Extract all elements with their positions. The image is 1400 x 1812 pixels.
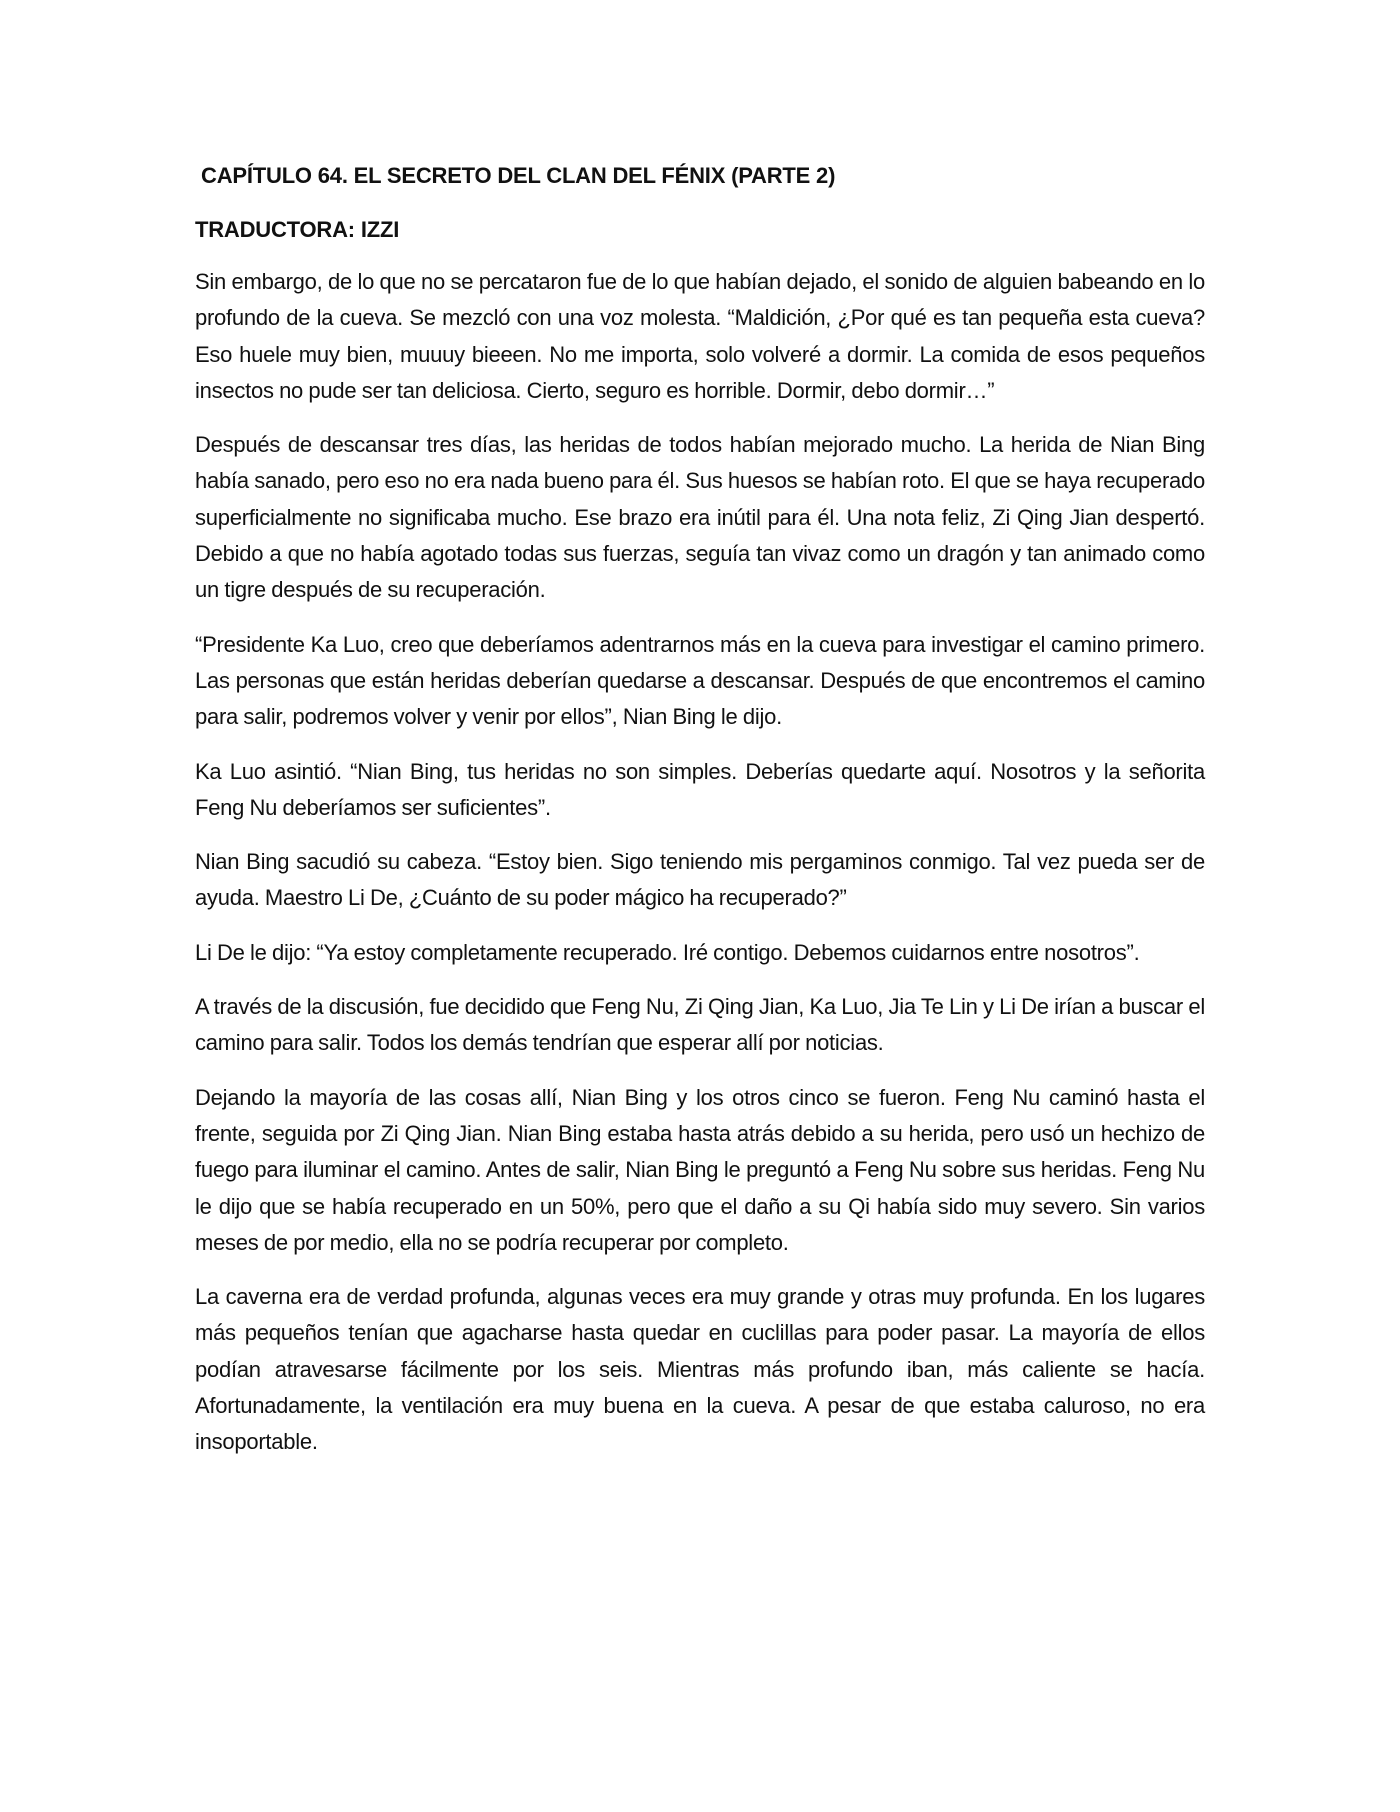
chapter-title: CAPÍTULO 64. EL SECRETO DEL CLAN DEL FÉNIX (PARTE 2) [201, 163, 836, 188]
document-page [195, 160, 1205, 1479]
paragraph-2: Después de descansar tres días, las heridas de todos habían mejorado mucho. La herida de Nian Bing había sanado, pero eso no era nada bueno para él. Sus huesos se habían roto. El que se haya recuperado superficialmente no significaba mucho. Ese brazo era inútil para él. Una nota feliz, Zi Qing Jian despertó. Debido a que no había agotado todas sus fuerzas, seguía tan vivaz como un dragón y tan animado como un tigre después de su recuperación. [195, 432, 1205, 603]
paragraph-9: La caverna era de verdad profunda, algunas veces era muy grande y otras muy profunda. En los lugares más pequeños tenían que agacharse hasta quedar en cuclillas para poder pasar. La mayoría de ellos podían atravesarse fácilmente por los seis. Mientras más profundo iban, más caliente se hacía. Afortunadamente, la ventilación era muy buena en la cueva. A pesar de que estaba caluroso, no era insoportable. [195, 1284, 1205, 1455]
paragraph-8: Dejando la mayoría de las cosas allí, Nian Bing y los otros cinco se fueron. Feng Nu caminó hasta el frente, seguida por Zi Qing Jian. Nian Bing estaba hasta atrás debido a su herida, pero usó un hechizo de fuego para iluminar el camino. Antes de salir, Nian Bing le preguntó a Feng Nu sobre sus heridas. Feng Nu le dijo que se había recuperado en un 50%, pero que el daño a su Qi había sido muy severo. Sin varios meses de por medio, ella no se podría recuperar por completo. [195, 1084, 1205, 1255]
paragraph-6: Li De le dijo: “Ya estoy completamente recuperado. Iré contigo. Debemos cuidarnos entre nosotros”. [195, 939, 1140, 965]
paragraph-4: Ka Luo asintió. “Nian Bing, tus heridas no son simples. Deberías quedarte aquí. Nosotros y la señorita Feng Nu deberíamos ser suficientes”. [195, 758, 1205, 820]
translator-credit: TRADUCTORA: IZZI [195, 217, 400, 242]
paragraph-1: Sin embargo, de lo que no se percataron fue de lo que habían dejado, el sonido de alguien babeando en lo profundo de la cueva. Se mezcló con una voz molesta. “Maldición, ¿Por qué es tan pequeña esta cueva? Eso huele muy bien, muuuy bieeen. No me importa, solo volveré a dormir. La comida de esos pequeños insectos no pude ser tan deliciosa. Cierto, seguro es horrible. Dormir, debo dormir…” [195, 269, 1205, 403]
paragraph-5: Nian Bing sacudió su cabeza. “Estoy bien. Sigo teniendo mis pergaminos conmigo. Tal vez pueda ser de ayuda. Maestro Li De, ¿Cuánto de su poder mágico ha recuperado?” [195, 849, 1205, 911]
paragraph-7: A través de la discusión, fue decidido que Feng Nu, Zi Qing Jian, Ka Luo, Jia Te Lin y Li De irían a buscar el camino para salir. Todos los demás tendrían que esperar allí por noticias. [195, 994, 1205, 1056]
paragraph-3: “Presidente Ka Luo, creo que deberíamos adentrarnos más en la cueva para investigar el camino primero. Las personas que están heridas deberían quedarse a descansar. Después de que encontremos el camino para salir, podremos volver y venir por ellos”, Nian Bing le dijo. [195, 631, 1205, 730]
